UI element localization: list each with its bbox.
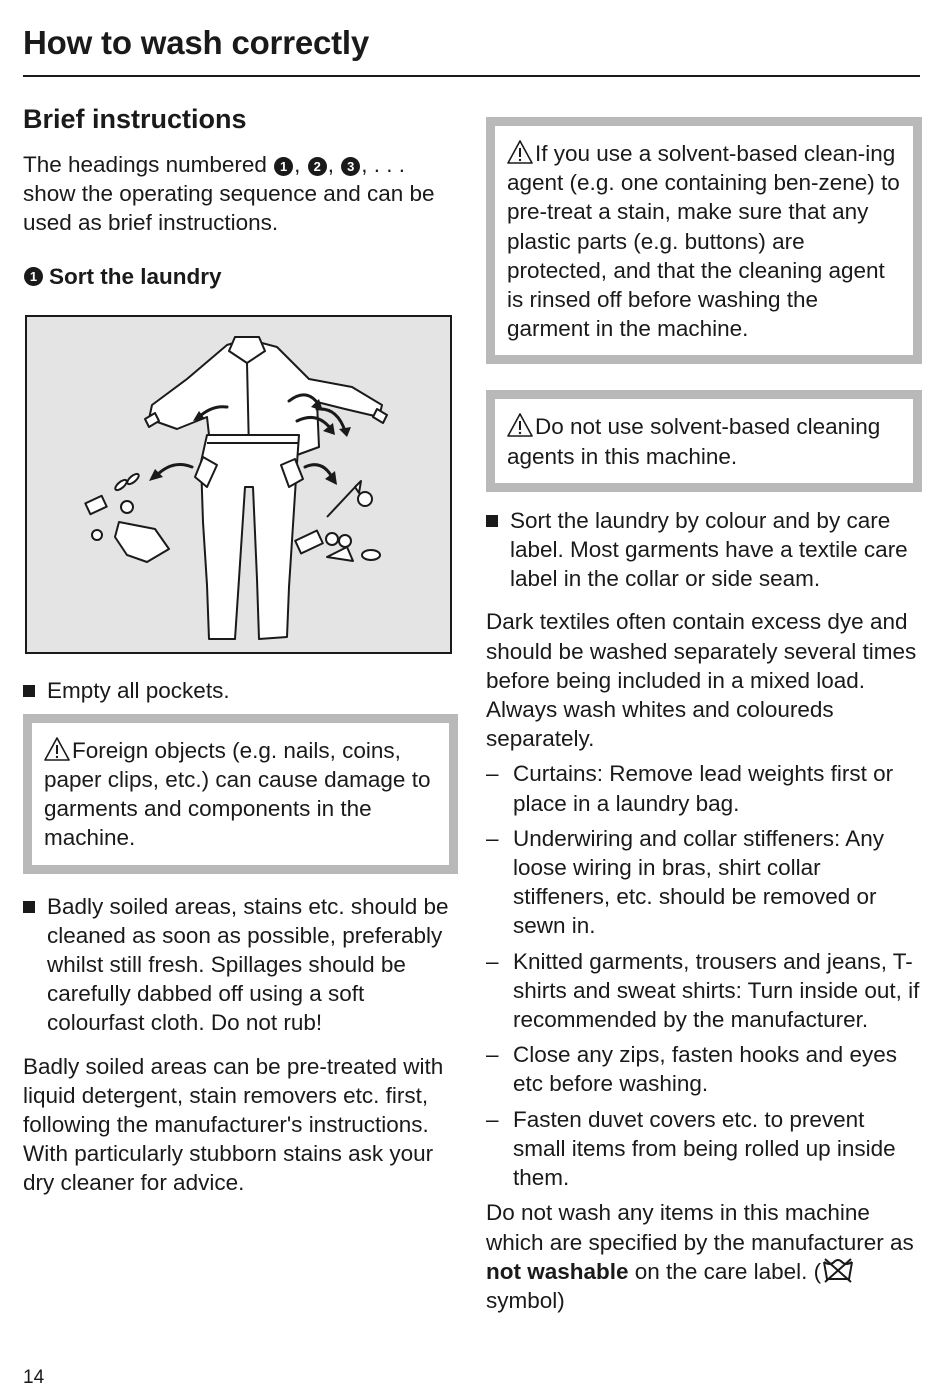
step-number-3-icon: 3 xyxy=(341,157,360,176)
warning-box-solvent-pretreat: If you use a solvent-based clean-ing agent (e.g. one containing ben-zene) to pre-treat a stain, make sure that any plastic parts (e.g. buttons) are protected, and that the cleaning agent is rinsed off before washing the garment in the machine. xyxy=(486,117,922,364)
bullet-sort-laundry: Sort the laundry by colour and by care label. Most garments have a textile care label in the collar or side seam. xyxy=(486,506,922,594)
dark-textiles-paragraph: Dark textiles often contain excess dye and should be washed separately several times before being included in a mixed load. Always wash whites and coloureds separately. xyxy=(486,609,917,752)
list-item: – Fasten duvet covers etc. to prevent small items from being rolled up inside them. xyxy=(486,1106,896,1191)
step-heading-label: Sort the laundry xyxy=(49,263,222,289)
garment-illustration-icon xyxy=(27,317,450,652)
intro-paragraph: The headings numbered 1 , 2 , 3 , . . . show the operating sequence and can be used as brief instructions. xyxy=(23,152,435,236)
page-title: How to wash correctly xyxy=(23,24,370,61)
list-item: – Curtains: Remove lead weights first or place in a laundry bag. xyxy=(486,761,894,816)
right-column xyxy=(486,117,922,1315)
square-bullet-icon xyxy=(23,901,35,913)
list-item: – Close any zips, fasten hooks and eyes etc before washing. xyxy=(486,1042,897,1097)
warning-box-foreign-objects: Foreign objects (e.g. nails, coins, paper clips, etc.) can cause damage to garments and components in the machine. xyxy=(23,714,458,874)
square-bullet-icon xyxy=(23,685,35,697)
section-heading: Brief instructions xyxy=(23,104,247,134)
warning-triangle-icon xyxy=(44,737,70,761)
title-divider xyxy=(23,75,920,77)
step-number-2-icon: 2 xyxy=(308,157,327,176)
empty-pockets-illustration xyxy=(25,315,452,654)
pretreat-paragraph: Badly soiled areas can be pre-treated with liquid detergent, stain removers etc. first, following the manufacturer's instructions. With particularly stubborn stains ask your dry cleaner for advice. xyxy=(23,1053,444,1196)
left-column xyxy=(23,102,463,1198)
warning-triangle-icon xyxy=(507,413,533,437)
step-number-1-icon: 1 xyxy=(274,157,293,176)
warning-box-solvent-machine: Do not use solvent-based cleaning agents in this machine. xyxy=(486,390,922,491)
warning-triangle-icon xyxy=(507,140,533,164)
do-not-wash-icon xyxy=(821,1257,855,1283)
bullet-badly-soiled: Badly soiled areas, stains etc. should be cleaned as soon as possible, preferably whilst still fresh. Spillages should be carefully dabbed off using a soft colourfast cloth. Do not rub! xyxy=(23,892,463,1038)
page-number: 14 xyxy=(23,1367,45,1388)
dash-list xyxy=(486,759,922,1192)
not-washable-paragraph: Do not wash any items in this machine which are specified by the manufacturer as not washable on the care label. ( symbol) xyxy=(486,1200,914,1313)
list-item: – Underwiring and collar stiffeners: Any loose wiring in bras, shirt collar stiffeners, etc. should be removed or sewn in. xyxy=(486,825,885,939)
step-number-icon: 1 xyxy=(24,267,43,286)
list-item: – Knitted garments, trousers and jeans, T-shirts and sweat shirts: Turn inside out, if recommended by the manufacturer. xyxy=(486,948,920,1033)
square-bullet-icon xyxy=(486,515,498,527)
step-heading-sort xyxy=(23,262,463,291)
bullet-empty-pockets: Empty all pockets. xyxy=(23,676,463,705)
